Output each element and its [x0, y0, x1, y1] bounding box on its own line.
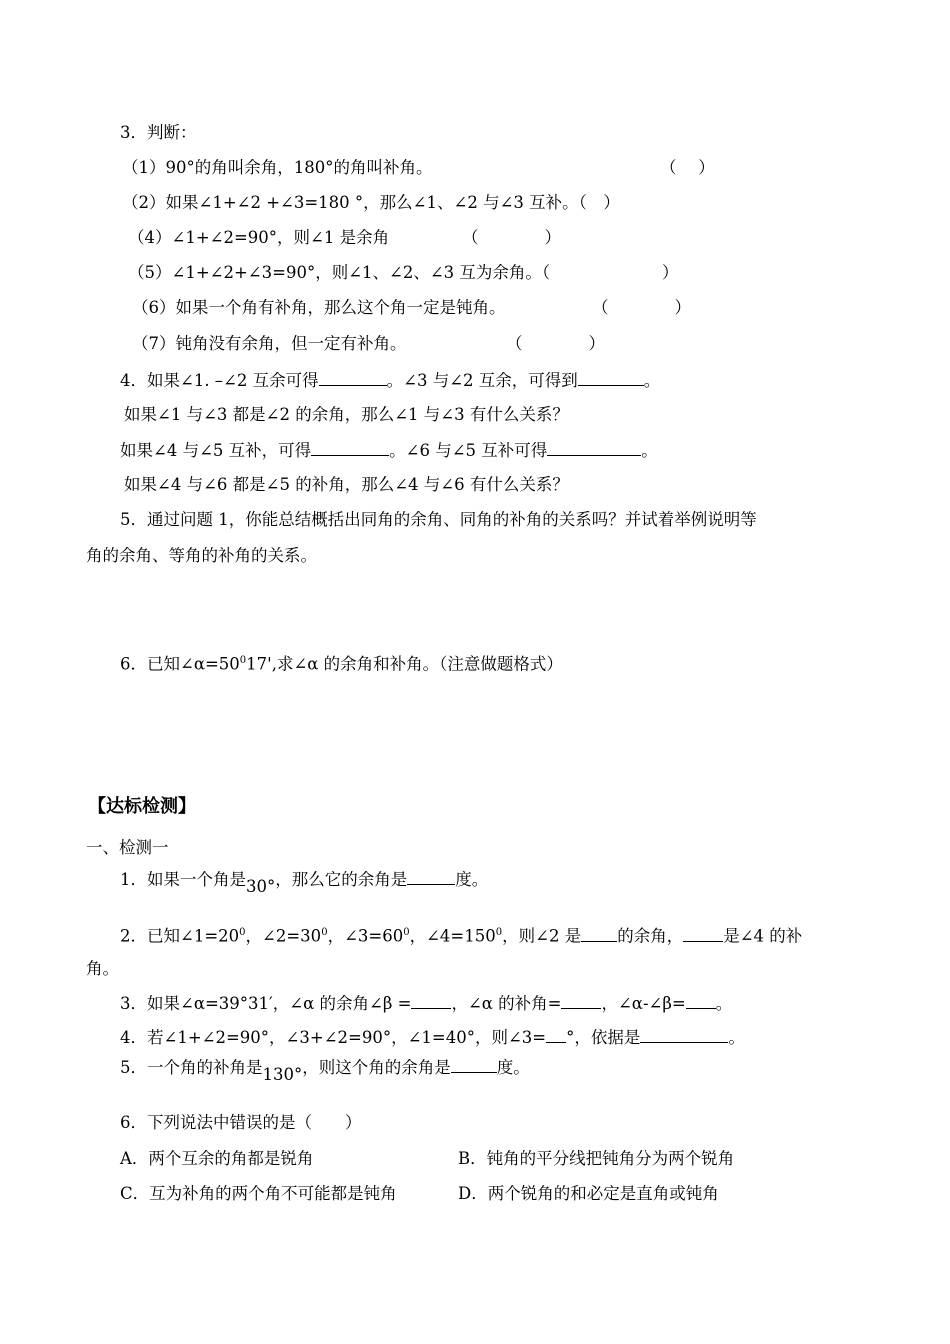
text: 如果∠4 与∠5 互补，可得	[120, 441, 312, 460]
text: 4．如果∠1. –∠2 互余可得	[120, 371, 319, 390]
answer-blank[interactable]	[547, 439, 641, 456]
test-q2-cont: 角。	[86, 959, 119, 978]
value: 30°	[246, 877, 276, 896]
answer-paren-1[interactable]: （ ）	[660, 158, 715, 177]
section4-line-2: 如果∠1 与∠3 都是∠2 的余角，那么∠1 与∠3 有什么关系？	[124, 405, 569, 424]
text: ，∠4=150	[409, 926, 496, 946]
section5-line-2: 角的余角、等角的补角的关系。	[86, 546, 317, 565]
answer-blank[interactable]	[561, 992, 601, 1009]
text: ，则∠2 是	[502, 926, 582, 946]
judge-item-1: （1）90°的角叫余角，180°的角叫补角。	[122, 158, 433, 177]
text: ，那么它的余角是	[275, 870, 408, 889]
test-q2	[120, 922, 802, 948]
answer-paren-6[interactable]: （ ）	[592, 298, 691, 317]
text: ，则这个角的余角是	[302, 1058, 451, 1077]
text: °，依据是	[566, 1028, 641, 1047]
value: 130°	[262, 1065, 303, 1084]
text: 2．已知∠1=20	[120, 926, 240, 946]
answer-blank[interactable]	[407, 868, 455, 885]
degree-superscript: 0	[495, 927, 503, 938]
section6-line	[120, 650, 563, 676]
text: 。∠3 与∠2 互余，可得到	[386, 371, 578, 390]
test-q6: 6．下列说法中错误的是（ ）	[120, 1113, 362, 1132]
text: 6．已知∠α=50	[120, 654, 240, 674]
section4-line-4: 如果∠4 与∠6 都是∠5 的补角，那么∠4 与∠6 有什么关系？	[124, 475, 569, 494]
answer-paren-4[interactable]: （ ）	[462, 228, 561, 247]
judge-item-6: （6）如果一个角有补角，那么这个角一定是钝角。	[132, 298, 506, 317]
degree-superscript: 0	[403, 927, 410, 938]
answer-blank[interactable]	[640, 1026, 728, 1043]
text: 是∠4 的补	[723, 926, 803, 946]
answer-blank[interactable]	[411, 992, 451, 1009]
section5-line-1: 5．通过问题 1，你能总结概括出同角的余角、同角的补角的关系吗？并试着举例说明等	[120, 510, 757, 529]
text: 1．如果一个角是	[120, 870, 246, 889]
test-q1	[120, 868, 489, 896]
section4-line-1	[120, 369, 660, 392]
text: 。	[643, 371, 661, 390]
option-c[interactable]: C．互为补角的两个角不可能都是钝角	[120, 1184, 397, 1203]
text: 。	[715, 994, 733, 1013]
text: 4．若∠1+∠2=90°，∠3+∠2=90°，∠1=40°，则∠3=	[120, 1028, 547, 1047]
answer-blank[interactable]	[319, 369, 387, 386]
section3-title: 3．判断：	[120, 123, 197, 142]
answer-blank[interactable]	[451, 1056, 497, 1073]
answer-blank[interactable]	[546, 1026, 566, 1043]
judge-item-7: （7）钝角没有余角，但一定有补角。	[132, 334, 407, 353]
text: ，∠α-∠β=	[601, 994, 686, 1013]
text: 17',求∠α 的余角和补角。（注意做题格式）	[246, 654, 563, 674]
answer-blank[interactable]	[686, 992, 716, 1009]
text: 的余角，	[617, 926, 684, 946]
degree-superscript: 0	[239, 655, 247, 666]
option-d[interactable]: D．两个锐角的和必定是直角或钝角	[458, 1184, 719, 1203]
answer-blank[interactable]	[311, 439, 389, 456]
text: 。	[728, 1028, 745, 1047]
text: 。	[641, 441, 658, 460]
section-heading: 【达标检测】	[88, 796, 196, 817]
text: ，∠α 的补角=	[451, 994, 562, 1013]
degree-superscript: 0	[321, 927, 328, 938]
section4-line-3	[120, 439, 658, 462]
judge-item-5: （5）∠1+∠2+∠3=90°，则∠1、∠2、∠3 互为余角。（	[128, 263, 551, 282]
test-title: 一、检测一	[86, 838, 169, 857]
test-q5	[120, 1056, 530, 1084]
answer-blank[interactable]	[683, 925, 723, 942]
option-b[interactable]: B．钝角的平分线把钝角分为两个锐角	[458, 1149, 735, 1168]
degree-superscript: 0	[239, 927, 246, 938]
answer-blank[interactable]	[581, 925, 617, 942]
text: ，∠2=30	[245, 926, 322, 946]
text: 度。	[496, 1058, 530, 1077]
option-a[interactable]: A．两个互余的角都是锐角	[120, 1149, 314, 1168]
judge-item-2: （2）如果∠1+∠2 +∠3=180 °，那么∠1、∠2 与∠3 互补。（ ）	[122, 193, 620, 212]
answer-paren-5[interactable]: ）	[662, 263, 679, 282]
answer-blank[interactable]	[578, 369, 644, 386]
text: 。∠6 与∠5 互补可得	[389, 441, 548, 460]
test-q3	[120, 992, 732, 1015]
text: 3．如果∠α=39°31′，∠α 的余角∠β =	[120, 994, 412, 1013]
text: 5．一个角的补角是	[120, 1058, 263, 1077]
text: ，∠3=60	[327, 926, 404, 946]
answer-paren-7[interactable]: （ ）	[506, 334, 605, 353]
judge-item-4: （4）∠1+∠2=90°，则∠1 是余角	[128, 228, 390, 247]
text: 度。	[455, 870, 489, 889]
test-q4	[120, 1026, 745, 1049]
